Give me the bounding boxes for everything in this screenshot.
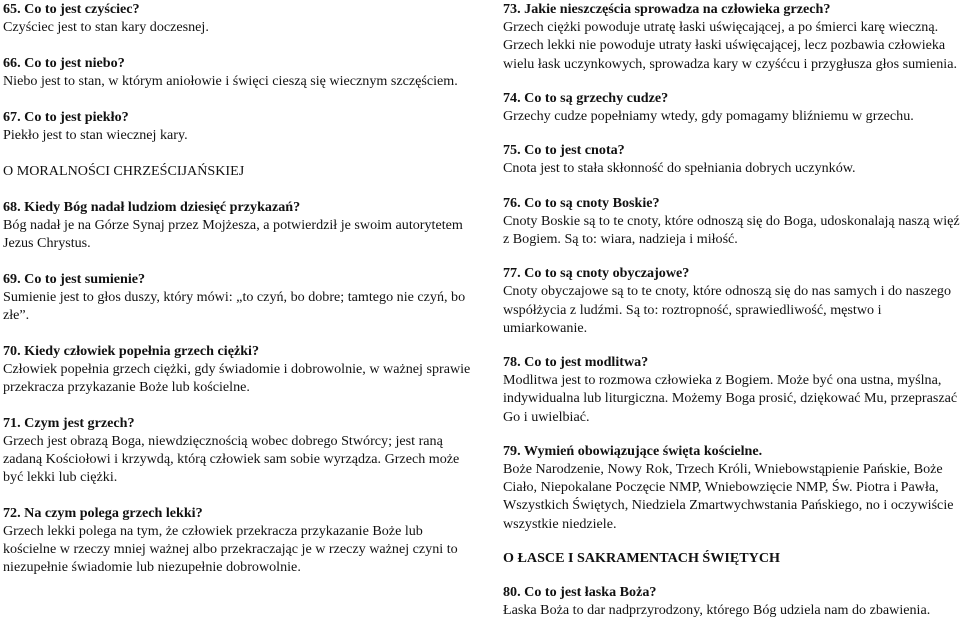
answer: Czyściec jest to stan kary doczesnej. bbox=[3, 19, 209, 35]
question: 79. Wymień obowiązujące święta kościelne. bbox=[503, 442, 763, 459]
qa-item bbox=[3, 270, 475, 324]
answer: Cnoty Boskie są to te cnoty, które odnoszą się do Boga, udoskonalają naszą więź z Bogiem. Są to: wiara, nadzieja i miłość. bbox=[503, 212, 960, 248]
qa-item bbox=[3, 504, 475, 576]
question: 77. Co to są cnoty obyczajowe? bbox=[503, 265, 690, 282]
question: 80. Co to jest łaska Boża? bbox=[503, 584, 657, 601]
question: 68. Kiedy Bóg nadał ludziom dziesięć przykazań? bbox=[3, 199, 301, 215]
qa-item bbox=[503, 141, 960, 177]
section-heading: O ŁASCE I SAKRAMENTACH ŚWIĘTYCH bbox=[503, 549, 780, 566]
answer: Niebo jest to stan, w którym aniołowie i święci cieszą się wiecznym szczęściem. bbox=[3, 73, 458, 89]
question: 73. Jakie nieszczęścia sprowadza na człowieka grzech? bbox=[503, 1, 831, 17]
qa-item bbox=[503, 583, 960, 619]
question: 78. Co to jest modlitwa? bbox=[503, 354, 649, 371]
qa-item bbox=[503, 0, 960, 73]
answer: Człowiek popełnia grzech ciężki, gdy świadomie i dobrowolnie, w ważnej sprawie przekracza przykazanie Boże lub kościelne. bbox=[3, 361, 471, 395]
question: 69. Co to jest sumienie? bbox=[3, 271, 146, 287]
qa-item bbox=[3, 108, 475, 144]
qa-item bbox=[3, 342, 475, 396]
question: 76. Co to są cnoty Boskie? bbox=[503, 194, 660, 211]
qa-item bbox=[3, 54, 475, 90]
answer: Cnoty obyczajowe są to te cnoty, które odnoszą się do nas samych i do naszego współżycia z ludźmi. Są to: roztropność, sprawiedliwość, męstwo i umiarkowanie. bbox=[503, 283, 952, 336]
answer: Cnota jest to stała skłonność do spełniania dobrych uczynków. bbox=[503, 160, 856, 177]
answer: Sumienie jest to głos duszy, który mówi: „to czyń, bo dobre; tamtego nie czyń, bo złe”. bbox=[3, 289, 466, 323]
answer: Grzech lekki polega na tym, że człowiek przekracza przykazanie Boże lub kościelne w rzeczy mniej ważnej albo przekraczając je w rzeczy ważnej czyni to niezupełnie świadomie lub niezupełnie dobrowolnie. bbox=[3, 523, 458, 575]
question: 70. Kiedy człowiek popełnia grzech ciężki? bbox=[3, 343, 259, 359]
qa-item bbox=[503, 264, 960, 337]
answer: Łaska Boża to dar nadprzyrodzony, którego Bóg udziela nam do zbawienia. bbox=[503, 602, 931, 619]
question: 65. Co to jest czyściec? bbox=[3, 1, 140, 17]
section-heading: O MORALNOŚCI CHRZEŚCIJAŃSKIEJ bbox=[3, 163, 245, 179]
qa-item bbox=[3, 414, 475, 486]
qa-item bbox=[3, 0, 475, 36]
qa-item bbox=[503, 442, 960, 533]
question: 74. Co to są grzechy cudze? bbox=[503, 89, 669, 106]
question: 66. Co to jest niebo? bbox=[3, 55, 125, 71]
question: 67. Co to jest piekło? bbox=[3, 109, 129, 125]
answer: Modlitwa jest to rozmowa człowieka z Bogiem. Może być ona ustna, myślna, indywidualna lub liturgiczna. Możemy Boga prosić, dziękować Mu, przepraszać Go i uwielbiać. bbox=[503, 372, 958, 425]
question: 75. Co to jest cnota? bbox=[503, 142, 625, 159]
answer: Piekło jest to stan wiecznej kary. bbox=[3, 127, 188, 143]
answer: Boże Narodzenie, Nowy Rok, Trzech Króli, Wniebowstąpienie Pańskie, Boże Ciało, Niepokalane Poczęcie NMP, Wniebowzięcie NMP, Św. Piotra i Pawła, Wszystkich Świętych, Niedziela Zmartwychwstania Pańskiego, no i oczywiście wszystkie niedziele. bbox=[503, 461, 954, 532]
qa-item bbox=[503, 89, 960, 125]
answer: Bóg nadał je na Górze Synaj przez Mojżesza, a potwierdził je swoim autorytetem Jezus Chrystus. bbox=[3, 217, 463, 251]
qa-item bbox=[3, 198, 475, 252]
question: 72. Na czym polega grzech lekki? bbox=[3, 505, 203, 521]
left-column bbox=[3, 0, 475, 594]
answer: Grzech jest obrazą Boga, niewdzięcznością wobec dobrego Stwórcy; jest raną zadaną Kościołowi i krzywdą, którą człowiek sam sobie wyrządza. Grzech może być lekki lub ciężki. bbox=[3, 433, 460, 485]
qa-item bbox=[503, 194, 960, 249]
answer: Grzechy cudze popełniamy wtedy, gdy pomagamy bliźniemu w grzechu. bbox=[503, 108, 914, 125]
answer: Grzech ciężki powoduje utratę łaski uświęcającej, a po śmierci karę wieczną. Grzech lekki nie powoduje utraty łaski uświęcającej, lecz pozbawia człowieka wielu łask uczynkowych, sprowadza kary w czyśćcu i przygłusza głos sumienia. bbox=[503, 19, 957, 72]
qa-item bbox=[503, 353, 960, 426]
right-column bbox=[503, 0, 960, 635]
question: 71. Czym jest grzech? bbox=[3, 415, 135, 431]
